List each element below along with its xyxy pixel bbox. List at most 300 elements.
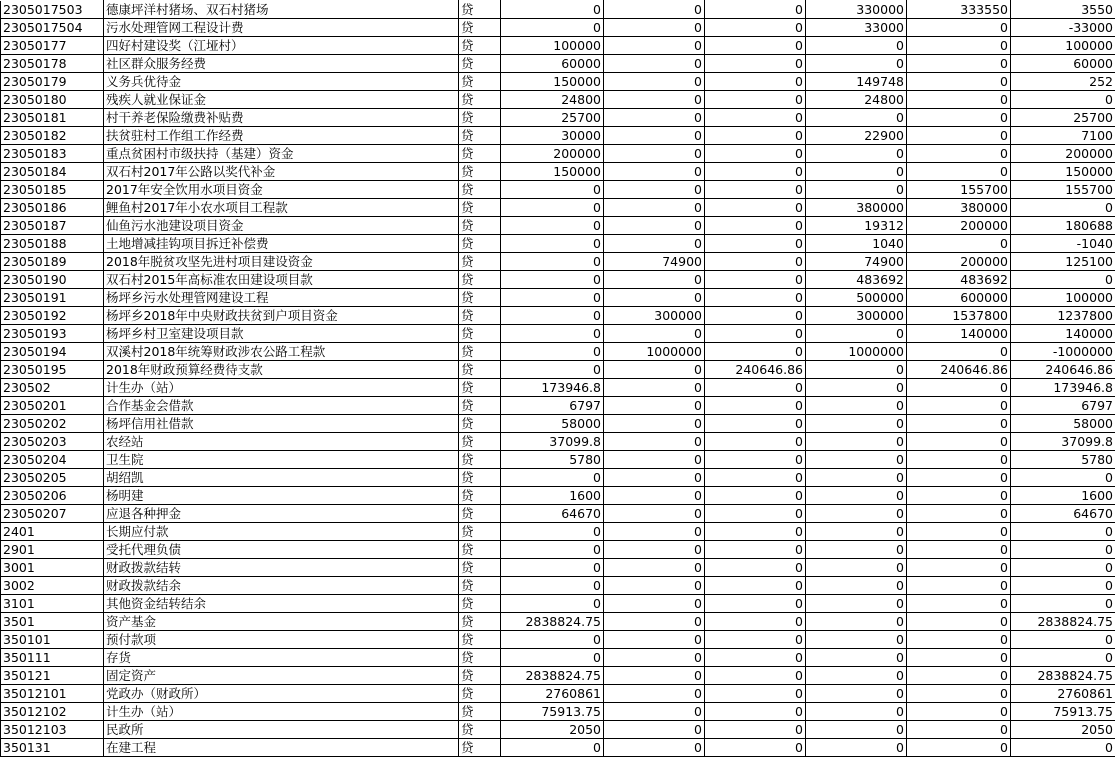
opening-balance-cell[interactable]: 64670	[501, 505, 604, 523]
account-name-cell[interactable]: 2018年脱贫攻坚先进村项目建设资金	[104, 253, 459, 271]
account-code-cell[interactable]: 23050205	[1, 469, 104, 487]
debit-cell[interactable]: 0	[604, 289, 705, 307]
credit-cell[interactable]: 0	[705, 595, 806, 613]
account-code-cell[interactable]: 23050183	[1, 145, 104, 163]
direction-cell[interactable]: 贷	[459, 379, 501, 397]
debit-cell[interactable]: 300000	[604, 307, 705, 325]
debit-cell[interactable]: 0	[604, 595, 705, 613]
direction-cell[interactable]: 贷	[459, 55, 501, 73]
credit-cell[interactable]: 0	[705, 325, 806, 343]
opening-balance-cell[interactable]: 1600	[501, 487, 604, 505]
period-debit-cell[interactable]: 0	[806, 721, 907, 739]
closing-balance-cell[interactable]: 0	[1011, 523, 1115, 541]
credit-cell[interactable]: 0	[705, 523, 806, 541]
credit-cell[interactable]: 0	[705, 271, 806, 289]
direction-cell[interactable]: 贷	[459, 343, 501, 361]
period-debit-cell[interactable]: 330000	[806, 1, 907, 19]
opening-balance-cell[interactable]: 0	[501, 343, 604, 361]
opening-balance-cell[interactable]: 37099.8	[501, 433, 604, 451]
credit-cell[interactable]: 0	[705, 577, 806, 595]
opening-balance-cell[interactable]: 0	[501, 649, 604, 667]
period-debit-cell[interactable]: 0	[806, 181, 907, 199]
opening-balance-cell[interactable]: 0	[501, 577, 604, 595]
credit-cell[interactable]: 0	[705, 541, 806, 559]
account-name-cell[interactable]: 民政所	[104, 721, 459, 739]
debit-cell[interactable]: 0	[604, 559, 705, 577]
account-name-cell[interactable]: 残疾人就业保证金	[104, 91, 459, 109]
closing-balance-cell[interactable]: 155700	[1011, 181, 1115, 199]
closing-balance-cell[interactable]: 200000	[1011, 145, 1115, 163]
debit-cell[interactable]: 0	[604, 163, 705, 181]
debit-cell[interactable]: 0	[604, 181, 705, 199]
direction-cell[interactable]: 贷	[459, 721, 501, 739]
account-code-cell[interactable]: 23050203	[1, 433, 104, 451]
credit-cell[interactable]: 0	[705, 199, 806, 217]
direction-cell[interactable]: 贷	[459, 163, 501, 181]
direction-cell[interactable]: 贷	[459, 235, 501, 253]
credit-cell[interactable]: 0	[705, 163, 806, 181]
credit-cell[interactable]: 0	[705, 217, 806, 235]
account-name-cell[interactable]: 扶贫驻村工作组工作经费	[104, 127, 459, 145]
debit-cell[interactable]: 0	[604, 415, 705, 433]
direction-cell[interactable]: 贷	[459, 145, 501, 163]
debit-cell[interactable]: 0	[604, 649, 705, 667]
account-name-cell[interactable]: 双石村2015年高标准农田建设项目款	[104, 271, 459, 289]
closing-balance-cell[interactable]: 58000	[1011, 415, 1115, 433]
credit-cell[interactable]: 0	[705, 253, 806, 271]
direction-cell[interactable]: 贷	[459, 433, 501, 451]
account-name-cell[interactable]: 杨坪乡2018年中央财政扶贫到户项目资金	[104, 307, 459, 325]
account-code-cell[interactable]: 3002	[1, 577, 104, 595]
account-code-cell[interactable]: 23050184	[1, 163, 104, 181]
period-debit-cell[interactable]: 1040	[806, 235, 907, 253]
direction-cell[interactable]: 贷	[459, 199, 501, 217]
account-code-cell[interactable]: 350131	[1, 739, 104, 757]
closing-balance-cell[interactable]: -1000000	[1011, 343, 1115, 361]
debit-cell[interactable]: 0	[604, 505, 705, 523]
debit-cell[interactable]: 0	[604, 523, 705, 541]
debit-cell[interactable]: 0	[604, 325, 705, 343]
account-code-cell[interactable]: 23050186	[1, 199, 104, 217]
direction-cell[interactable]: 贷	[459, 91, 501, 109]
opening-balance-cell[interactable]: 5780	[501, 451, 604, 469]
period-credit-cell[interactable]: 0	[907, 721, 1011, 739]
opening-balance-cell[interactable]: 58000	[501, 415, 604, 433]
closing-balance-cell[interactable]: 60000	[1011, 55, 1115, 73]
account-name-cell[interactable]: 2018年财政预算经费待支款	[104, 361, 459, 379]
opening-balance-cell[interactable]: 2838824.75	[501, 667, 604, 685]
period-credit-cell[interactable]: 0	[907, 163, 1011, 181]
debit-cell[interactable]: 0	[604, 397, 705, 415]
opening-balance-cell[interactable]: 2760861	[501, 685, 604, 703]
account-code-cell[interactable]: 23050193	[1, 325, 104, 343]
period-credit-cell[interactable]: 0	[907, 91, 1011, 109]
debit-cell[interactable]: 0	[604, 361, 705, 379]
closing-balance-cell[interactable]: 0	[1011, 595, 1115, 613]
closing-balance-cell[interactable]: 2760861	[1011, 685, 1115, 703]
credit-cell[interactable]: 0	[705, 109, 806, 127]
opening-balance-cell[interactable]: 60000	[501, 55, 604, 73]
period-debit-cell[interactable]: 0	[806, 523, 907, 541]
direction-cell[interactable]: 贷	[459, 703, 501, 721]
debit-cell[interactable]: 0	[604, 469, 705, 487]
opening-balance-cell[interactable]: 0	[501, 19, 604, 37]
account-name-cell[interactable]: 双溪村2018年统筹财政涉农公路工程款	[104, 343, 459, 361]
direction-cell[interactable]: 贷	[459, 505, 501, 523]
credit-cell[interactable]: 0	[705, 55, 806, 73]
direction-cell[interactable]: 贷	[459, 109, 501, 127]
period-debit-cell[interactable]: 0	[806, 541, 907, 559]
period-credit-cell[interactable]: 0	[907, 343, 1011, 361]
period-credit-cell[interactable]: 0	[907, 469, 1011, 487]
account-code-cell[interactable]: 23050181	[1, 109, 104, 127]
closing-balance-cell[interactable]: 3550	[1011, 1, 1115, 19]
direction-cell[interactable]: 贷	[459, 271, 501, 289]
opening-balance-cell[interactable]: 75913.75	[501, 703, 604, 721]
account-code-cell[interactable]: 35012103	[1, 721, 104, 739]
period-credit-cell[interactable]: 200000	[907, 253, 1011, 271]
opening-balance-cell[interactable]: 0	[501, 361, 604, 379]
period-credit-cell[interactable]: 0	[907, 127, 1011, 145]
account-code-cell[interactable]: 35012102	[1, 703, 104, 721]
direction-cell[interactable]: 贷	[459, 631, 501, 649]
period-debit-cell[interactable]: 0	[806, 37, 907, 55]
opening-balance-cell[interactable]: 0	[501, 307, 604, 325]
account-code-cell[interactable]: 350121	[1, 667, 104, 685]
account-name-cell[interactable]: 杨坪信用社借款	[104, 415, 459, 433]
account-name-cell[interactable]: 村干养老保险缴费补贴费	[104, 109, 459, 127]
opening-balance-cell[interactable]: 100000	[501, 37, 604, 55]
direction-cell[interactable]: 贷	[459, 559, 501, 577]
opening-balance-cell[interactable]: 6797	[501, 397, 604, 415]
credit-cell[interactable]: 240646.86	[705, 361, 806, 379]
direction-cell[interactable]: 贷	[459, 361, 501, 379]
opening-balance-cell[interactable]: 30000	[501, 127, 604, 145]
period-credit-cell[interactable]: 0	[907, 379, 1011, 397]
period-credit-cell[interactable]: 0	[907, 109, 1011, 127]
closing-balance-cell[interactable]: 7100	[1011, 127, 1115, 145]
debit-cell[interactable]: 0	[604, 379, 705, 397]
account-name-cell[interactable]: 存货	[104, 649, 459, 667]
credit-cell[interactable]: 0	[705, 19, 806, 37]
period-debit-cell[interactable]: 0	[806, 361, 907, 379]
period-debit-cell[interactable]: 0	[806, 415, 907, 433]
credit-cell[interactable]: 0	[705, 415, 806, 433]
direction-cell[interactable]: 贷	[459, 541, 501, 559]
closing-balance-cell[interactable]: 0	[1011, 541, 1115, 559]
period-debit-cell[interactable]: 0	[806, 505, 907, 523]
account-code-cell[interactable]: 23050202	[1, 415, 104, 433]
period-debit-cell[interactable]: 0	[806, 379, 907, 397]
credit-cell[interactable]: 0	[705, 343, 806, 361]
credit-cell[interactable]: 0	[705, 181, 806, 199]
period-credit-cell[interactable]: 140000	[907, 325, 1011, 343]
debit-cell[interactable]: 0	[604, 685, 705, 703]
credit-cell[interactable]: 0	[705, 613, 806, 631]
account-code-cell[interactable]: 23050188	[1, 235, 104, 253]
account-code-cell[interactable]: 23050206	[1, 487, 104, 505]
direction-cell[interactable]: 贷	[459, 451, 501, 469]
account-name-cell[interactable]: 双石村2017年公路以奖代补金	[104, 163, 459, 181]
direction-cell[interactable]: 贷	[459, 127, 501, 145]
account-name-cell[interactable]: 胡绍凯	[104, 469, 459, 487]
closing-balance-cell[interactable]: 150000	[1011, 163, 1115, 181]
account-code-cell[interactable]: 23050180	[1, 91, 104, 109]
period-debit-cell[interactable]: 0	[806, 109, 907, 127]
direction-cell[interactable]: 贷	[459, 19, 501, 37]
credit-cell[interactable]: 0	[705, 1, 806, 19]
opening-balance-cell[interactable]: 0	[501, 631, 604, 649]
credit-cell[interactable]: 0	[705, 73, 806, 91]
period-debit-cell[interactable]: 0	[806, 55, 907, 73]
debit-cell[interactable]: 0	[604, 235, 705, 253]
account-name-cell[interactable]: 在建工程	[104, 739, 459, 757]
opening-balance-cell[interactable]: 0	[501, 541, 604, 559]
period-credit-cell[interactable]: 1537800	[907, 307, 1011, 325]
credit-cell[interactable]: 0	[705, 703, 806, 721]
credit-cell[interactable]: 0	[705, 631, 806, 649]
account-code-cell[interactable]: 2305017503	[1, 1, 104, 19]
debit-cell[interactable]: 0	[604, 145, 705, 163]
account-name-cell[interactable]: 资产基金	[104, 613, 459, 631]
account-name-cell[interactable]: 固定资产	[104, 667, 459, 685]
debit-cell[interactable]: 0	[604, 631, 705, 649]
credit-cell[interactable]: 0	[705, 649, 806, 667]
period-credit-cell[interactable]: 0	[907, 55, 1011, 73]
period-credit-cell[interactable]: 0	[907, 145, 1011, 163]
closing-balance-cell[interactable]: 252	[1011, 73, 1115, 91]
credit-cell[interactable]: 0	[705, 379, 806, 397]
debit-cell[interactable]: 0	[604, 613, 705, 631]
debit-cell[interactable]: 0	[604, 577, 705, 595]
debit-cell[interactable]: 0	[604, 721, 705, 739]
account-name-cell[interactable]: 德康坪洋村猪场、双石村猪场	[104, 1, 459, 19]
account-name-cell[interactable]: 应退各种押金	[104, 505, 459, 523]
account-name-cell[interactable]: 杨坪乡污水处理管网建设工程	[104, 289, 459, 307]
period-debit-cell[interactable]: 0	[806, 649, 907, 667]
account-code-cell[interactable]: 23050185	[1, 181, 104, 199]
period-debit-cell[interactable]: 0	[806, 559, 907, 577]
opening-balance-cell[interactable]: 0	[501, 325, 604, 343]
period-debit-cell[interactable]: 74900	[806, 253, 907, 271]
opening-balance-cell[interactable]: 150000	[501, 73, 604, 91]
debit-cell[interactable]: 0	[604, 19, 705, 37]
account-name-cell[interactable]: 长期应付款	[104, 523, 459, 541]
debit-cell[interactable]: 0	[604, 703, 705, 721]
account-name-cell[interactable]: 财政拨款结转	[104, 559, 459, 577]
account-code-cell[interactable]: 2901	[1, 541, 104, 559]
period-debit-cell[interactable]: 0	[806, 685, 907, 703]
credit-cell[interactable]: 0	[705, 667, 806, 685]
credit-cell[interactable]: 0	[705, 91, 806, 109]
closing-balance-cell[interactable]: 0	[1011, 271, 1115, 289]
closing-balance-cell[interactable]: 240646.86	[1011, 361, 1115, 379]
credit-cell[interactable]: 0	[705, 127, 806, 145]
account-name-cell[interactable]: 受托代理负债	[104, 541, 459, 559]
closing-balance-cell[interactable]: 0	[1011, 739, 1115, 757]
period-credit-cell[interactable]: 0	[907, 541, 1011, 559]
account-code-cell[interactable]: 2305017504	[1, 19, 104, 37]
period-credit-cell[interactable]: 0	[907, 613, 1011, 631]
account-code-cell[interactable]: 23050189	[1, 253, 104, 271]
direction-cell[interactable]: 贷	[459, 415, 501, 433]
opening-balance-cell[interactable]: 173946.8	[501, 379, 604, 397]
closing-balance-cell[interactable]: 5780	[1011, 451, 1115, 469]
closing-balance-cell[interactable]: 37099.8	[1011, 433, 1115, 451]
direction-cell[interactable]: 贷	[459, 217, 501, 235]
period-credit-cell[interactable]: 0	[907, 739, 1011, 757]
debit-cell[interactable]: 0	[604, 433, 705, 451]
credit-cell[interactable]: 0	[705, 397, 806, 415]
direction-cell[interactable]: 贷	[459, 523, 501, 541]
closing-balance-cell[interactable]: 125100	[1011, 253, 1115, 271]
period-debit-cell[interactable]: 300000	[806, 307, 907, 325]
account-code-cell[interactable]: 35012101	[1, 685, 104, 703]
period-debit-cell[interactable]: 0	[806, 667, 907, 685]
direction-cell[interactable]: 贷	[459, 37, 501, 55]
opening-balance-cell[interactable]: 2838824.75	[501, 613, 604, 631]
closing-balance-cell[interactable]: 0	[1011, 631, 1115, 649]
direction-cell[interactable]: 贷	[459, 487, 501, 505]
credit-cell[interactable]: 0	[705, 37, 806, 55]
account-code-cell[interactable]: 23050190	[1, 271, 104, 289]
account-name-cell[interactable]: 其他资金结转结余	[104, 595, 459, 613]
opening-balance-cell[interactable]: 0	[501, 199, 604, 217]
opening-balance-cell[interactable]: 0	[501, 217, 604, 235]
account-name-cell[interactable]: 土地增减挂钩项目拆迁补偿费	[104, 235, 459, 253]
period-debit-cell[interactable]: 0	[806, 433, 907, 451]
closing-balance-cell[interactable]: 75913.75	[1011, 703, 1115, 721]
opening-balance-cell[interactable]: 150000	[501, 163, 604, 181]
period-debit-cell[interactable]: 0	[806, 325, 907, 343]
period-debit-cell[interactable]: 149748	[806, 73, 907, 91]
period-debit-cell[interactable]: 0	[806, 577, 907, 595]
debit-cell[interactable]: 0	[604, 667, 705, 685]
direction-cell[interactable]: 贷	[459, 577, 501, 595]
period-credit-cell[interactable]: 240646.86	[907, 361, 1011, 379]
closing-balance-cell[interactable]: 173946.8	[1011, 379, 1115, 397]
credit-cell[interactable]: 0	[705, 289, 806, 307]
closing-balance-cell[interactable]: -1040	[1011, 235, 1115, 253]
opening-balance-cell[interactable]: 0	[501, 739, 604, 757]
closing-balance-cell[interactable]: 0	[1011, 91, 1115, 109]
opening-balance-cell[interactable]: 2050	[501, 721, 604, 739]
direction-cell[interactable]: 贷	[459, 469, 501, 487]
opening-balance-cell[interactable]: 0	[501, 235, 604, 253]
account-name-cell[interactable]: 2017年安全饮用水项目资金	[104, 181, 459, 199]
debit-cell[interactable]: 0	[604, 451, 705, 469]
account-code-cell[interactable]: 23050207	[1, 505, 104, 523]
opening-balance-cell[interactable]: 200000	[501, 145, 604, 163]
credit-cell[interactable]: 0	[705, 739, 806, 757]
closing-balance-cell[interactable]: 100000	[1011, 289, 1115, 307]
debit-cell[interactable]: 0	[604, 91, 705, 109]
period-credit-cell[interactable]: 0	[907, 505, 1011, 523]
account-code-cell[interactable]: 3501	[1, 613, 104, 631]
credit-cell[interactable]: 0	[705, 469, 806, 487]
account-code-cell[interactable]: 23050201	[1, 397, 104, 415]
account-name-cell[interactable]: 社区群众服务经费	[104, 55, 459, 73]
debit-cell[interactable]: 0	[604, 487, 705, 505]
account-code-cell[interactable]: 350101	[1, 631, 104, 649]
credit-cell[interactable]: 0	[705, 235, 806, 253]
credit-cell[interactable]: 0	[705, 307, 806, 325]
period-debit-cell[interactable]: 33000	[806, 19, 907, 37]
period-credit-cell[interactable]: 0	[907, 397, 1011, 415]
credit-cell[interactable]: 0	[705, 721, 806, 739]
direction-cell[interactable]: 贷	[459, 307, 501, 325]
account-code-cell[interactable]: 23050191	[1, 289, 104, 307]
period-debit-cell[interactable]: 500000	[806, 289, 907, 307]
debit-cell[interactable]: 1000000	[604, 343, 705, 361]
account-code-cell[interactable]: 23050182	[1, 127, 104, 145]
period-debit-cell[interactable]: 0	[806, 487, 907, 505]
closing-balance-cell[interactable]: 0	[1011, 649, 1115, 667]
account-name-cell[interactable]: 农经站	[104, 433, 459, 451]
period-debit-cell[interactable]: 0	[806, 163, 907, 181]
opening-balance-cell[interactable]: 0	[501, 469, 604, 487]
account-name-cell[interactable]: 鲤鱼村2017年小农水项目工程款	[104, 199, 459, 217]
account-name-cell[interactable]: 计生办（站）	[104, 379, 459, 397]
period-credit-cell[interactable]: 0	[907, 631, 1011, 649]
account-code-cell[interactable]: 350111	[1, 649, 104, 667]
period-credit-cell[interactable]: 0	[907, 451, 1011, 469]
opening-balance-cell[interactable]: 0	[501, 595, 604, 613]
closing-balance-cell[interactable]: 2050	[1011, 721, 1115, 739]
debit-cell[interactable]: 0	[604, 55, 705, 73]
period-debit-cell[interactable]: 0	[806, 397, 907, 415]
account-code-cell[interactable]: 2401	[1, 523, 104, 541]
credit-cell[interactable]: 0	[705, 451, 806, 469]
closing-balance-cell[interactable]: 0	[1011, 199, 1115, 217]
closing-balance-cell[interactable]: 0	[1011, 469, 1115, 487]
period-credit-cell[interactable]: 0	[907, 685, 1011, 703]
period-credit-cell[interactable]: 380000	[907, 199, 1011, 217]
direction-cell[interactable]: 贷	[459, 73, 501, 91]
period-debit-cell[interactable]: 0	[806, 451, 907, 469]
credit-cell[interactable]: 0	[705, 505, 806, 523]
period-debit-cell[interactable]: 483692	[806, 271, 907, 289]
account-name-cell[interactable]: 卫生院	[104, 451, 459, 469]
account-name-cell[interactable]: 财政拨款结余	[104, 577, 459, 595]
credit-cell[interactable]: 0	[705, 487, 806, 505]
period-credit-cell[interactable]: 483692	[907, 271, 1011, 289]
period-credit-cell[interactable]: 0	[907, 649, 1011, 667]
account-code-cell[interactable]: 23050187	[1, 217, 104, 235]
account-name-cell[interactable]: 仙鱼污水池建设项目资金	[104, 217, 459, 235]
debit-cell[interactable]: 0	[604, 739, 705, 757]
credit-cell[interactable]: 0	[705, 559, 806, 577]
period-credit-cell[interactable]: 0	[907, 523, 1011, 541]
period-credit-cell[interactable]: 0	[907, 487, 1011, 505]
opening-balance-cell[interactable]: 0	[501, 271, 604, 289]
account-code-cell[interactable]: 23050204	[1, 451, 104, 469]
account-name-cell[interactable]: 计生办（站）	[104, 703, 459, 721]
account-code-cell[interactable]: 230502	[1, 379, 104, 397]
opening-balance-cell[interactable]: 0	[501, 523, 604, 541]
period-debit-cell[interactable]: 0	[806, 595, 907, 613]
account-code-cell[interactable]: 3001	[1, 559, 104, 577]
account-code-cell[interactable]: 23050194	[1, 343, 104, 361]
debit-cell[interactable]: 0	[604, 541, 705, 559]
opening-balance-cell[interactable]: 0	[501, 289, 604, 307]
account-code-cell[interactable]: 23050179	[1, 73, 104, 91]
closing-balance-cell[interactable]: -33000	[1011, 19, 1115, 37]
credit-cell[interactable]: 0	[705, 433, 806, 451]
closing-balance-cell[interactable]: 6797	[1011, 397, 1115, 415]
closing-balance-cell[interactable]: 180688	[1011, 217, 1115, 235]
direction-cell[interactable]: 贷	[459, 397, 501, 415]
